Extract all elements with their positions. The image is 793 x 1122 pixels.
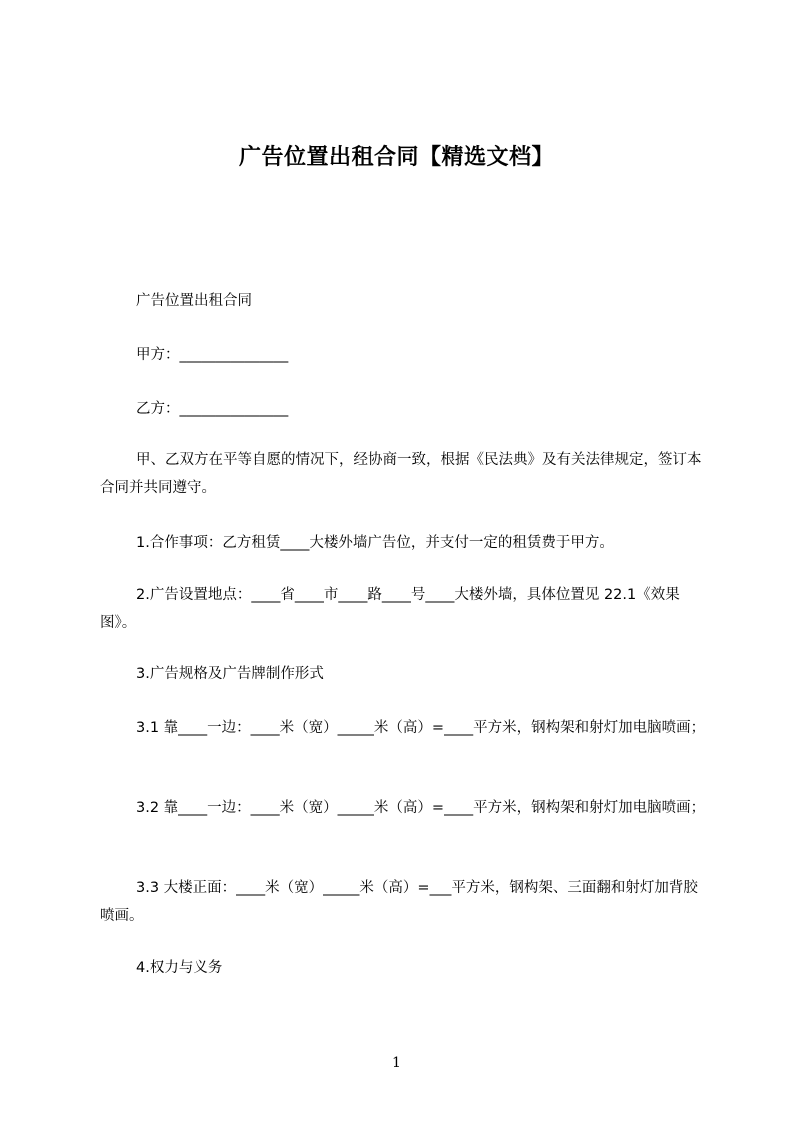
clause-2: 2.广告设置地点：____省____市____路____号____大楼外墙，具体位置见 22.1《效果图》。: [100, 587, 680, 631]
clause-3-2: 3.2 靠____一边：____米（宽）_____米（高）=____平方米，钢构架和射灯加电脑喷画；: [136, 800, 706, 816]
contract-heading: 广告位置出租合同: [136, 293, 252, 309]
document-title: 广告位置出租合同【精选文档】: [238, 145, 554, 170]
clause-3-3: 3.3 大楼正面：____米（宽）_____米（高）=___平方米，钢构架、三面翻和射灯加背胶喷画。: [100, 880, 698, 924]
preamble-paragraph: 甲、乙双方在平等自愿的情况下，经协商一致，根据《民法典》及有关法律规定，签订本合同并共同遵守。: [100, 452, 702, 496]
party-a-line: 甲方：_______________: [136, 347, 289, 363]
clause-1: 1.合作事项：乙方租赁____大楼外墙广告位，并支付一定的租赁费于甲方。: [136, 535, 614, 551]
clause-3-1: 3.1 靠____一边：____米（宽）_____米（高）=____平方米，钢构架和射灯加电脑喷画；: [136, 720, 706, 736]
page-number: 1: [392, 1055, 401, 1071]
clause-4: 4.权力与义务: [136, 960, 223, 976]
party-b-line: 乙方：_______________: [136, 401, 289, 417]
clause-3: 3.广告规格及广告牌制作形式: [136, 666, 324, 682]
